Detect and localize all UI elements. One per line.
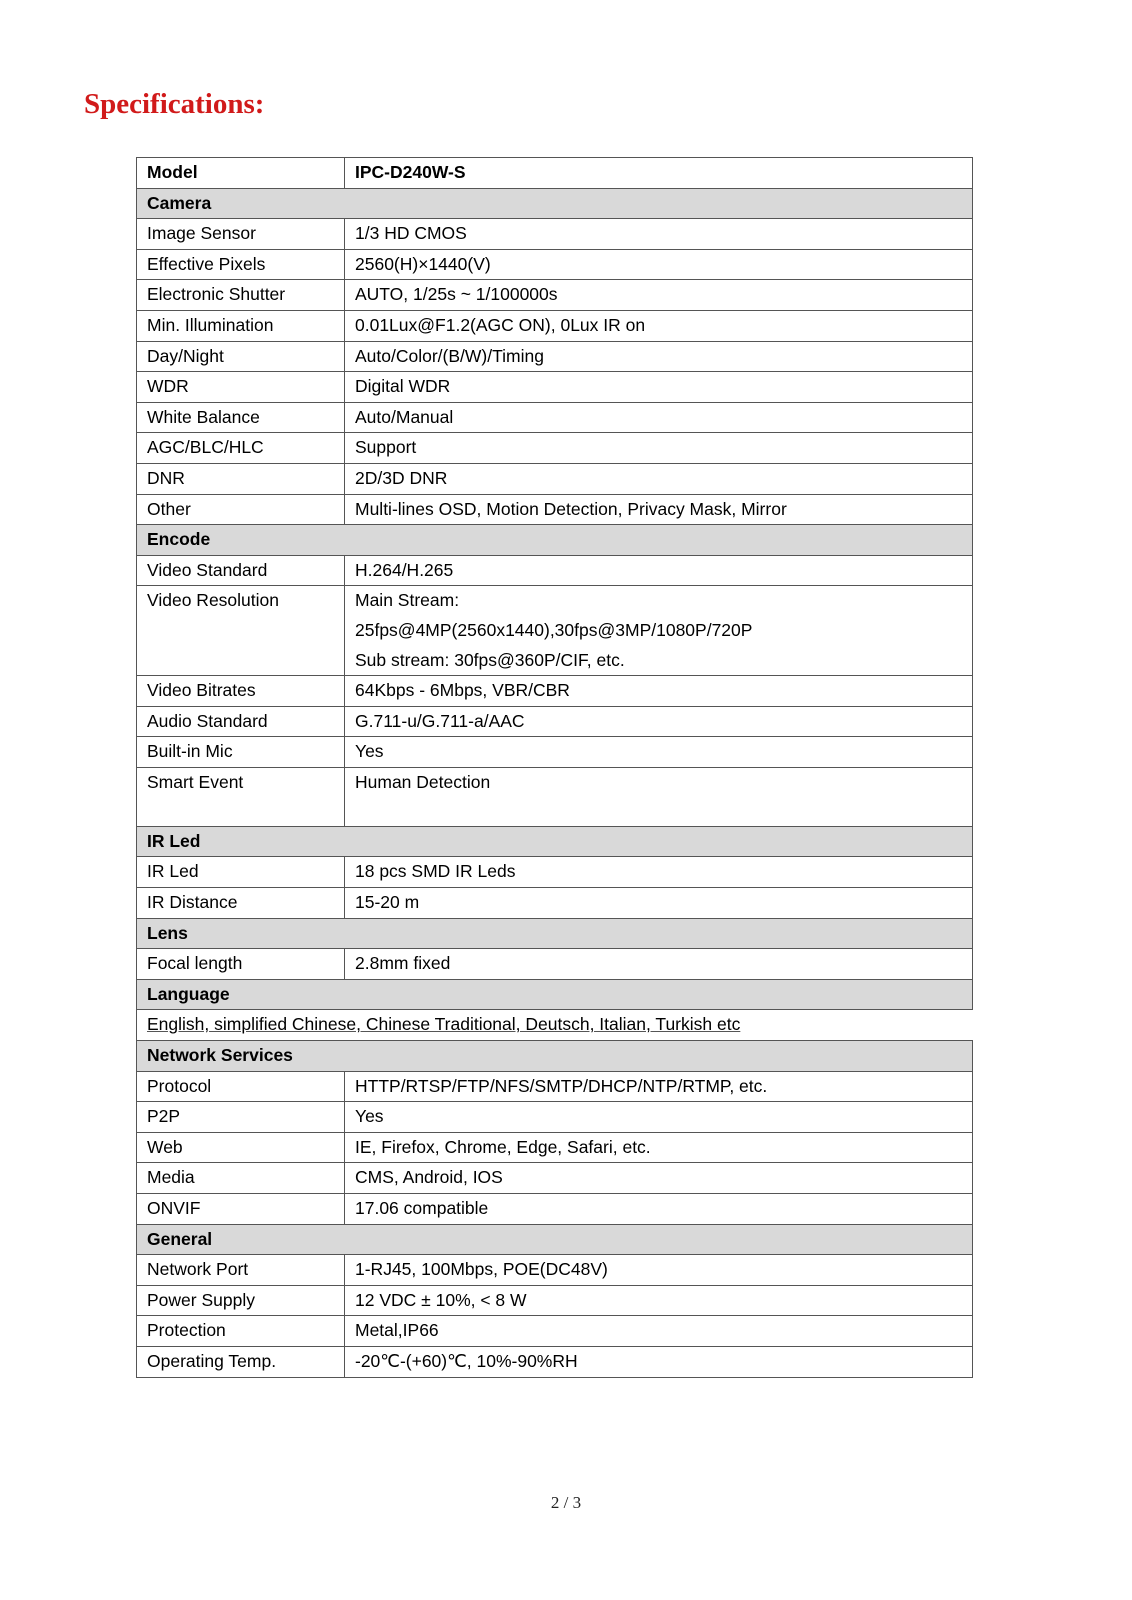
spec-value-line: Main Stream: bbox=[355, 590, 460, 611]
spec-label: Smart Event bbox=[137, 767, 345, 826]
table-row bbox=[137, 857, 973, 888]
spec-label: Web bbox=[137, 1132, 345, 1163]
section-header bbox=[137, 1224, 973, 1255]
spec-label: Video Standard bbox=[137, 555, 345, 586]
section-header bbox=[137, 826, 973, 857]
spec-label: Effective Pixels bbox=[137, 249, 345, 280]
table-row bbox=[137, 555, 973, 586]
spec-label: IR Distance bbox=[137, 888, 345, 919]
spec-label: DNR bbox=[137, 463, 345, 494]
section-title: Network Services bbox=[137, 1041, 973, 1072]
spec-label: Day/Night bbox=[137, 341, 345, 372]
section-header bbox=[137, 525, 973, 556]
spec-label: AGC/BLC/HLC bbox=[137, 433, 345, 464]
table-row bbox=[137, 402, 973, 433]
spec-label: Video Bitrates bbox=[137, 676, 345, 707]
spec-label: Min. Illumination bbox=[137, 310, 345, 341]
spec-label: Other bbox=[137, 494, 345, 525]
table-row bbox=[137, 586, 973, 676]
section-title: Lens bbox=[137, 918, 973, 949]
spec-value bbox=[345, 586, 973, 676]
page-number: 2 / 3 bbox=[550, 1493, 582, 1512]
spec-value: HTTP/RTSP/FTP/NFS/SMTP/DHCP/NTP/RTMP, etc. bbox=[345, 1071, 973, 1102]
table-row bbox=[137, 494, 973, 525]
table-row bbox=[137, 767, 973, 826]
section-title: Encode bbox=[137, 525, 973, 556]
spec-value: 2.8mm fixed bbox=[345, 949, 973, 980]
spec-label: P2P bbox=[137, 1102, 345, 1133]
section-title: General bbox=[137, 1224, 973, 1255]
spec-label: Focal length bbox=[137, 949, 345, 980]
section-header bbox=[137, 918, 973, 949]
table-row bbox=[137, 1346, 973, 1377]
spec-value: Human Detection bbox=[345, 767, 973, 826]
spec-label: Protocol bbox=[137, 1071, 345, 1102]
spec-value: 18 pcs SMD IR Leds bbox=[345, 857, 973, 888]
spec-value: 2560(H)×1440(V) bbox=[345, 249, 973, 280]
spec-label: Audio Standard bbox=[137, 706, 345, 737]
table-row bbox=[137, 1255, 973, 1286]
spec-value: 1/3 HD CMOS bbox=[345, 219, 973, 250]
spec-value-line: Sub stream: 30fps@360P/CIF, etc. bbox=[355, 649, 625, 670]
table-row bbox=[137, 1010, 973, 1041]
spec-value: Metal,IP66 bbox=[345, 1316, 973, 1347]
spec-value: Support bbox=[345, 433, 973, 464]
spec-label: Electronic Shutter bbox=[137, 280, 345, 311]
table-row bbox=[137, 706, 973, 737]
spec-value: 17.06 compatible bbox=[345, 1194, 973, 1225]
spec-value-line: 25fps@4MP(2560x1440),30fps@3MP/1080P/720P bbox=[355, 619, 753, 640]
table-row bbox=[137, 341, 973, 372]
spec-label: IR Led bbox=[137, 857, 345, 888]
spec-value: Digital WDR bbox=[345, 372, 973, 403]
spec-value: CMS, Android, IOS bbox=[345, 1163, 973, 1194]
table-row bbox=[137, 1194, 973, 1225]
spec-value: 15-20 m bbox=[345, 888, 973, 919]
spec-label: Power Supply bbox=[137, 1285, 345, 1316]
section-header bbox=[137, 1041, 973, 1072]
specifications-table bbox=[136, 157, 973, 1378]
spec-label: Image Sensor bbox=[137, 219, 345, 250]
table-row bbox=[137, 888, 973, 919]
spec-value: Yes bbox=[345, 737, 973, 768]
table-row bbox=[137, 280, 973, 311]
spec-value: 2D/3D DNR bbox=[345, 463, 973, 494]
table-row bbox=[137, 310, 973, 341]
table-row bbox=[137, 372, 973, 403]
spec-value: 0.01Lux@F1.2(AGC ON), 0Lux IR on bbox=[345, 310, 973, 341]
spec-value: H.264/H.265 bbox=[345, 555, 973, 586]
table-row bbox=[137, 463, 973, 494]
page-title: Specifications: bbox=[84, 88, 265, 120]
spec-value: 64Kbps - 6Mbps, VBR/CBR bbox=[345, 676, 973, 707]
table-row bbox=[137, 1132, 973, 1163]
table-row bbox=[137, 433, 973, 464]
section-title: Language bbox=[137, 979, 973, 1010]
table-row bbox=[137, 1316, 973, 1347]
table-row bbox=[137, 676, 973, 707]
spec-value: 1-RJ45, 100Mbps, POE(DC48V) bbox=[345, 1255, 973, 1286]
spec-value: AUTO, 1/25s ~ 1/100000s bbox=[345, 280, 973, 311]
spec-value-text: English, simplified Chinese, Chinese Traditional, Deutsch, Italian, Turkish etc bbox=[147, 1014, 741, 1035]
spec-label: ONVIF bbox=[137, 1194, 345, 1225]
spec-label: Protection bbox=[137, 1316, 345, 1347]
spec-label: Network Port bbox=[137, 1255, 345, 1286]
spec-value: IPC-D240W-S bbox=[345, 158, 973, 189]
spec-value: Auto/Color/(B/W)/Timing bbox=[345, 341, 973, 372]
table-row bbox=[137, 737, 973, 768]
spec-label: White Balance bbox=[137, 402, 345, 433]
table-row bbox=[137, 1285, 973, 1316]
table-row bbox=[137, 219, 973, 250]
spec-label: Video Resolution bbox=[137, 586, 345, 676]
spec-label: Operating Temp. bbox=[137, 1346, 345, 1377]
table-row bbox=[137, 1163, 973, 1194]
spec-value: Auto/Manual bbox=[345, 402, 973, 433]
spec-value: Yes bbox=[345, 1102, 973, 1133]
section-header bbox=[137, 188, 973, 219]
section-title: IR Led bbox=[137, 826, 973, 857]
spec-label: Media bbox=[137, 1163, 345, 1194]
table-row bbox=[137, 1071, 973, 1102]
spec-value: Multi-lines OSD, Motion Detection, Privacy Mask, Mirror bbox=[345, 494, 973, 525]
table-row bbox=[137, 249, 973, 280]
section-title: Camera bbox=[137, 188, 973, 219]
spec-label: Model bbox=[137, 158, 345, 189]
spec-label: Built-in Mic bbox=[137, 737, 345, 768]
spec-value: G.711-u/G.711-a/AAC bbox=[345, 706, 973, 737]
spec-label: WDR bbox=[137, 372, 345, 403]
spec-value: -20℃-(+60)℃, 10%-90%RH bbox=[345, 1346, 973, 1377]
spec-value: IE, Firefox, Chrome, Edge, Safari, etc. bbox=[345, 1132, 973, 1163]
table-row bbox=[137, 158, 973, 189]
spec-value: 12 VDC ± 10%, < 8 W bbox=[345, 1285, 973, 1316]
spec-value bbox=[137, 1010, 973, 1041]
section-header bbox=[137, 979, 973, 1010]
table-row bbox=[137, 949, 973, 980]
table-row bbox=[137, 1102, 973, 1133]
